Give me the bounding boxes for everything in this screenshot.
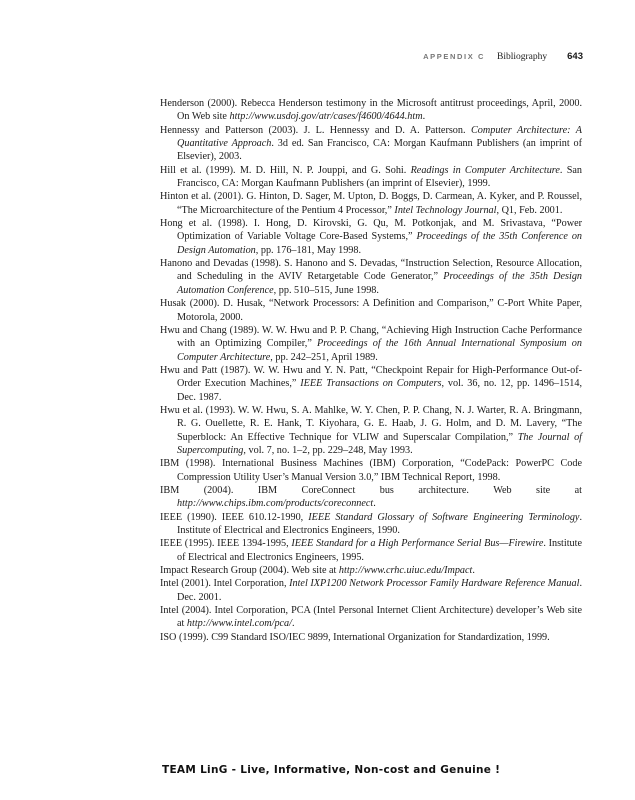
entry-text-tail: , vol. 7, no. 1–2, pp. 229–248, May 1993.: [243, 444, 413, 456]
bibliography-entry: [160, 324, 582, 364]
entry-title-italic: Computer Architecture: A Quantitative Approach: [177, 124, 583, 150]
entry-title-italic: IEEE Standard for a High Performance Serial Bus—Firewire: [291, 538, 544, 550]
bibliography-entry: [160, 577, 582, 604]
entry-text: IBM (2004). IBM CoreConnect bus architecture. Web site at: [160, 484, 582, 496]
entry-title-italic: http://www.usdoj.gov/atr/cases/f4600/4644.htm: [229, 111, 423, 123]
entry-text-tail: .: [373, 498, 376, 510]
entry-text: Intel (2001). Intel Corporation,: [160, 578, 290, 590]
entry-text-tail: . Dec. 2001.: [177, 578, 582, 603]
bibliography-entry: [160, 164, 582, 191]
entry-text: Husak (2000). D. Husak, “Network Processors: A Definition and Comparison,” C-Port White Paper, Motorola, 2000.: [160, 298, 582, 323]
entry-text: Hanono and Devadas (1998). S. Hanono and S. Devadas, “Instruction Selection, Resource Allocation, and Scheduling in the AVIV Retargetable Code Generator,”: [160, 258, 582, 283]
bibliography-entry: [160, 404, 582, 457]
entry-text-tail: , vol. 36, no. 12, pp. 1496–1514, Dec. 1987.: [177, 378, 582, 403]
entry-text-tail: , pp. 242–251, April 1989.: [270, 351, 378, 363]
bibliography-entry: [160, 297, 582, 324]
running-header: [423, 51, 583, 62]
entry-text: Hennessy and Patterson (2003). J. L. Hennessy and D. A. Patterson.: [160, 124, 471, 136]
entry-text-tail: .: [472, 565, 475, 577]
entry-text-tail: .: [291, 618, 295, 630]
entry-title-italic: IEEE Standard Glossary of Software Engineering Terminology: [308, 511, 580, 523]
entry-title-italic: Intel Technology Journal: [394, 204, 497, 216]
entry-title-italic: http://www.crhc.uiuc.edu/Impact: [338, 565, 473, 577]
bibliography-entry: [160, 124, 582, 164]
entry-title-italic: Readings in Computer Architecture: [410, 164, 560, 176]
bibliography-list: [160, 97, 582, 644]
bibliography-entry: [160, 457, 582, 484]
entry-text-tail: , pp. 510–515, June 1998.: [273, 284, 379, 296]
bibliography-entry: [160, 564, 582, 577]
entry-text-tail: . San Francisco, CA: Morgan Kaufmann Publishers (an imprint of Elsevier), 1999.: [177, 164, 583, 190]
bibliography-entry: [160, 97, 582, 124]
entry-text-tail: , pp. 176–181, May 1998.: [255, 244, 362, 256]
entry-text-tail: . Institute of Electrical and Electronics Engineers, 1995.: [177, 538, 582, 563]
entry-text: Hwu and Chang (1989). W. W. Hwu and P. P. Chang, “Achieving High Instruction Cache Performance with an Optimizing Compiler,”: [160, 324, 582, 350]
entry-title-italic: Intel IXP1200 Network Processor Family Hardware Reference Manual: [289, 578, 580, 590]
entry-text: Hwu et al. (1993). W. W. Hwu, S. A. Mahlke, W. Y. Chen, P. P. Chang, N. J. Warter, R. A. Bringmann, R. G. Ouellette, R. E. Hank, T. Kiyohara, G. E. Haab, J. G. Holm, and D. M. Lavery, “The Superblock: An Effective Technique for VLIW and Superscalar Compilation,”: [160, 404, 582, 443]
header-appendix-label: APPENDIX C: [423, 52, 485, 61]
entry-title-italic: IEEE Transactions on Computers: [300, 378, 442, 390]
entry-text: IBM (1998). International Business Machines (IBM) Corporation, “CodePack: PowerPC Code Compression Utility User’s Manual Version 3.0,” IBM Technical Report, 1998.: [160, 458, 582, 483]
bibliography-entry: [160, 257, 582, 297]
bibliography-entry: [160, 217, 582, 257]
bibliography-entry: [160, 190, 582, 217]
bibliography-entry: [160, 631, 582, 644]
entry-title-italic: Proceedings of the 35th Conference on Design Automation: [177, 231, 583, 256]
entry-title-italic: Proceedings of the 16th Annual International Symposium on Computer Architecture: [177, 338, 582, 363]
entry-text: Hwu and Patt (1987). W. W. Hwu and Y. N. Patt, “Checkpoint Repair for High-Performance Out-of-Order Execution Machines,”: [160, 364, 582, 390]
entry-title-italic: Proceedings of the 35th Design Automation Conference: [177, 271, 583, 296]
entry-title-italic: http://www.chips.ibm.com/products/coreconnect: [177, 498, 374, 510]
entry-text-tail: , Q1, Feb. 2001.: [496, 204, 563, 216]
footer-watermark: TEAM LinG - Live, Informative, Non-cost and Genuine !: [162, 764, 501, 776]
entry-text: Impact Research Group (2004). Web site at: [160, 565, 339, 577]
bibliography-entry: [160, 511, 582, 538]
entry-text: Hinton et al. (2001). G. Hinton, D. Sager, M. Upton, D. Boggs, D. Carmean, A. Kyker, and P. Roussel, “The Microarchitecture of the Pentium 4 Processor,”: [160, 191, 582, 216]
entry-text: Henderson (2000). Rebecca Henderson testimony in the Microsoft antitrust proceedings, April, 2000. On Web site: [160, 98, 582, 123]
entry-title-italic: The Journal of Supercomputing: [177, 431, 582, 456]
entry-text-tail: .: [422, 111, 426, 123]
entry-text: Intel (2004). Intel Corporation, PCA (Intel Personal Internet Client Architecture) developer’s Web site at: [160, 605, 582, 630]
entry-text: IEEE (1990). IEEE 610.12-1990,: [160, 511, 309, 523]
bibliography-entry: [160, 537, 582, 564]
entry-text: Hong et al. (1998). I. Hong, D. Kirovski, G. Qu, M. Potkonjak, and M. Srivastava, “Power Optimization of Variable Voltage Core-Based Systems,”: [160, 218, 582, 243]
bibliography-entry: [160, 364, 582, 404]
entry-title-italic: http://www.intel.com/pca/: [186, 618, 292, 630]
entry-text: ISO (1999). C99 Standard ISO/IEC 9899, International Organization for Standardization, 1999.: [160, 631, 550, 643]
bibliography-entry: [160, 484, 582, 511]
entry-text-tail: . 3d ed. San Francisco, CA: Morgan Kaufmann Publishers (an imprint of Elsevier), 2003.: [177, 138, 582, 163]
page-number: 643: [567, 51, 583, 62]
entry-text-tail: . Institute of Electrical and Electronics Engineers, 1990.: [177, 511, 582, 536]
entry-text: Hill et al. (1999). M. D. Hill, N. P. Jouppi, and G. Sohi.: [160, 164, 411, 176]
header-section-title: Bibliography: [497, 52, 548, 62]
entry-text: IEEE (1995). IEEE 1394-1995,: [160, 538, 292, 550]
bibliography-entry: [160, 604, 582, 631]
